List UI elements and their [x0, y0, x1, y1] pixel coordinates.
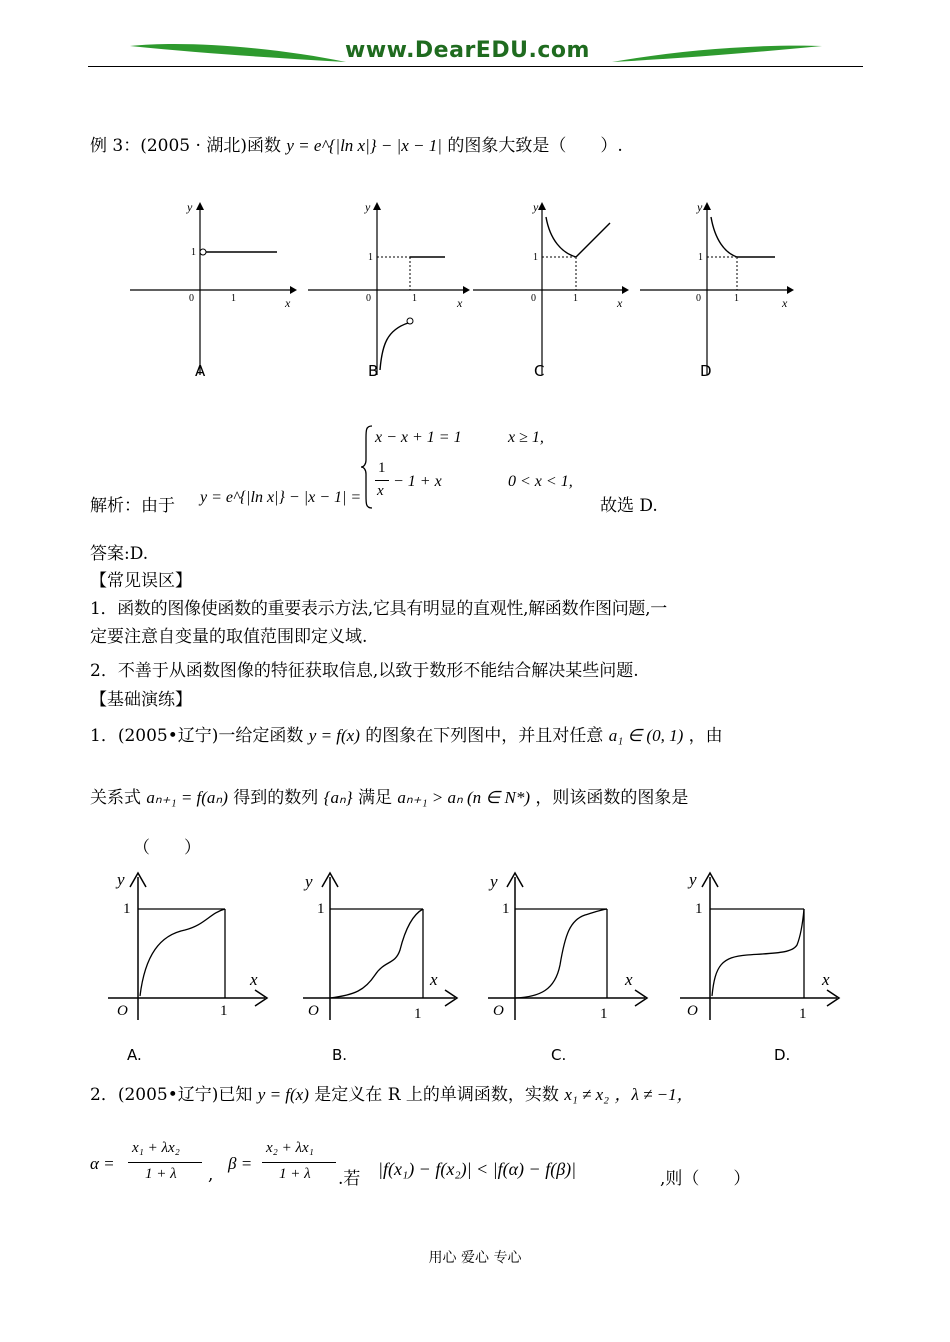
- q1-b-y-tick-1: 1: [317, 901, 325, 917]
- q2-comma-1: ,: [208, 1165, 214, 1185]
- piecewise-frac-den: x: [377, 483, 384, 499]
- q1-line1-c: ，由: [688, 726, 723, 746]
- example3-suffix: 的图象大致是（ ）.: [447, 136, 623, 156]
- basic-heading: 【基础演练】: [90, 690, 192, 710]
- ex3-graph-b: [305, 195, 475, 380]
- q1-c-x-tick-1: 1: [600, 1006, 608, 1022]
- q1-d-y-label: y: [689, 870, 697, 889]
- errors-item1-line2: 定要注意自变量的取值范围即定义域.: [90, 627, 368, 647]
- analysis-suffix: 故选 D.: [600, 496, 658, 516]
- ex3-c-origin: 0: [531, 293, 536, 304]
- answer: 答案:D.: [90, 544, 149, 564]
- q1-label-b: B.: [332, 1046, 348, 1064]
- q1-recurrence: aₙ₊₁ = f(aₙ): [146, 788, 228, 807]
- ex3-graph-c: [470, 195, 635, 380]
- ex3-b-y-tick-1: 1: [368, 252, 373, 263]
- ex3-b-x-label: x: [457, 296, 463, 310]
- piecewise-frac-num: 1: [378, 460, 386, 476]
- q1-c-x-label: x: [625, 970, 633, 989]
- q1-line2-c: 满足: [357, 788, 392, 808]
- ex3-c-y-tick-1: 1: [533, 252, 538, 263]
- ex3-label-c: C: [534, 362, 545, 380]
- q1-line1: [90, 725, 723, 747]
- q2-beta-den: 1 + λ: [279, 1166, 311, 1182]
- q2-line1: [90, 1084, 694, 1106]
- ex3-b-tick-1: 1: [412, 293, 417, 304]
- q1-function: y = f(x): [308, 726, 360, 745]
- q1-b-x-label: x: [430, 970, 438, 989]
- q1-graph-b: [300, 865, 470, 1025]
- q1-a-y-tick-1: 1: [123, 901, 131, 917]
- ex3-graph-d: [637, 195, 802, 380]
- piecewise-case2-rest: − 1 + x: [393, 473, 442, 490]
- q1-line1-a: 1．(2005•辽宁)一给定函数: [90, 726, 304, 746]
- ex3-d-y-tick-1: 1: [698, 252, 703, 263]
- q2-inequality: |f(x₁) − f(x₂)| < |f(α) − f(β)|: [378, 1159, 577, 1179]
- ex3-c-x-label: x: [617, 296, 623, 310]
- q2-alpha-bar: [128, 1162, 202, 1163]
- q1-b-x-tick-1: 1: [414, 1006, 422, 1022]
- q2-if: .若: [338, 1169, 361, 1189]
- left-leaf-ornament: [128, 38, 348, 64]
- q1-b-origin: O: [308, 1003, 319, 1019]
- q1-a-x-tick-1: 1: [220, 1003, 228, 1019]
- q2-alpha-num: x₁ + λx₂: [132, 1140, 180, 1156]
- ex3-d-tick-1: 1: [734, 293, 739, 304]
- example3-line: [90, 135, 623, 157]
- q1-label-d: D.: [774, 1046, 791, 1064]
- analysis-formula: y = e^{|ln x|} − |x − 1| =: [200, 489, 362, 506]
- ex3-a-tick-1: 1: [231, 293, 236, 304]
- q1-line2: [90, 787, 688, 809]
- ex3-a-x-label: x: [285, 296, 291, 310]
- analysis-prefix: 解析：由于: [90, 496, 175, 516]
- q1-line2-a: 关系式: [90, 788, 141, 808]
- piecewise-cond2: 0 < x < 1,: [508, 473, 573, 490]
- q1-graph-d: [677, 865, 852, 1025]
- q1-a-origin: O: [117, 1003, 128, 1019]
- q1-d-x-label: x: [822, 970, 830, 989]
- ex3-b-origin: 0: [366, 293, 371, 304]
- q2-beta-lhs: β =: [228, 1154, 253, 1173]
- piecewise-cond1: x ≥ 1,: [508, 429, 544, 446]
- piecewise-brace: [360, 424, 374, 510]
- ex3-b-y-label: y: [365, 200, 371, 214]
- q1-c-y-label: y: [490, 872, 498, 891]
- q2-then: ,则（ ）: [660, 1169, 751, 1189]
- ex3-d-y-label: y: [697, 200, 703, 214]
- q1-d-origin: O: [687, 1003, 698, 1019]
- q1-b-y-label: y: [305, 872, 313, 891]
- q1-a-x-label: x: [250, 970, 258, 989]
- ex3-a-y-label: y: [187, 200, 193, 214]
- q2-beta-num: x₂ + λx₁: [266, 1140, 314, 1156]
- example3-prefix: 例 3：(2005 · 湖北)函数: [90, 136, 281, 156]
- ex3-graph-a: [125, 195, 300, 380]
- q1-graph-a: [105, 865, 280, 1025]
- ex3-label-d: D: [700, 362, 712, 380]
- ex3-c-y-label: y: [533, 200, 539, 214]
- q2-function: y = f(x): [257, 1085, 309, 1104]
- q1-d-y-tick-1: 1: [695, 901, 703, 917]
- q1-answer-paren: （ ）: [133, 838, 201, 858]
- ex3-label-b: B: [368, 362, 379, 380]
- page-footer: 用心 爱心 专心: [428, 1250, 522, 1266]
- ex3-a-y-tick-1: 1: [191, 247, 196, 258]
- ex3-d-x-label: x: [782, 296, 788, 310]
- ex3-c-tick-1: 1: [573, 293, 578, 304]
- right-leaf-ornament: [610, 40, 825, 64]
- q1-line2-d: ，则该函数的图象是: [535, 788, 689, 808]
- q1-c-origin: O: [493, 1003, 504, 1019]
- q1-label-a: A.: [127, 1046, 142, 1064]
- q1-label-c: C.: [551, 1046, 567, 1064]
- errors-item1-line1: 1．函数的图像使函数的重要表示方法,它具有明显的直观性,解函数作图问题,一: [90, 599, 667, 619]
- q2-alpha-den: 1 + λ: [145, 1166, 177, 1182]
- example3-formula: y = e^{|ln x|} − |x − 1|: [286, 136, 442, 155]
- ex3-d-origin: 0: [696, 293, 701, 304]
- site-logo-text: www.DearEDU.com: [345, 38, 590, 63]
- q2-x-cond: x₁ ≠ x₂: [564, 1085, 610, 1104]
- q1-sequence: {aₙ}: [323, 788, 353, 807]
- q1-inequality: aₙ₊₁ > aₙ (n ∈ N*): [397, 788, 530, 807]
- q1-line1-b: 的图象在下列图中，并且对任意: [365, 726, 604, 746]
- header-rule: [88, 66, 863, 67]
- piecewise-case1: x − x + 1 = 1: [375, 429, 462, 446]
- q1-d-x-tick-1: 1: [799, 1006, 807, 1022]
- piecewise-frac-bar: [375, 480, 389, 481]
- q2-lambda-cond: ，λ ≠ −1，: [614, 1085, 694, 1104]
- q2-line1-b: 是定义在 R 上的单调函数，实数: [314, 1085, 559, 1105]
- errors-heading: 【常见误区】: [90, 571, 192, 591]
- q2-beta-bar: [262, 1162, 336, 1163]
- q2-line1-a: 2．(2005•辽宁)已知: [90, 1085, 253, 1105]
- q1-graph-c: [485, 865, 660, 1025]
- ex3-label-a: A: [195, 362, 206, 380]
- q2-alpha-lhs: α =: [90, 1154, 115, 1173]
- ex3-a-origin: 0: [189, 293, 194, 304]
- errors-item2: 2．不善于从函数图像的特征获取信息,以致于数形不能结合解决某些问题.: [90, 661, 639, 681]
- q1-a-y-label: y: [117, 870, 125, 889]
- q1-c-y-tick-1: 1: [502, 901, 510, 917]
- q1-a1: a₁ ∈ (0, 1): [608, 726, 684, 745]
- q1-line2-b: 得到的数列: [233, 788, 319, 808]
